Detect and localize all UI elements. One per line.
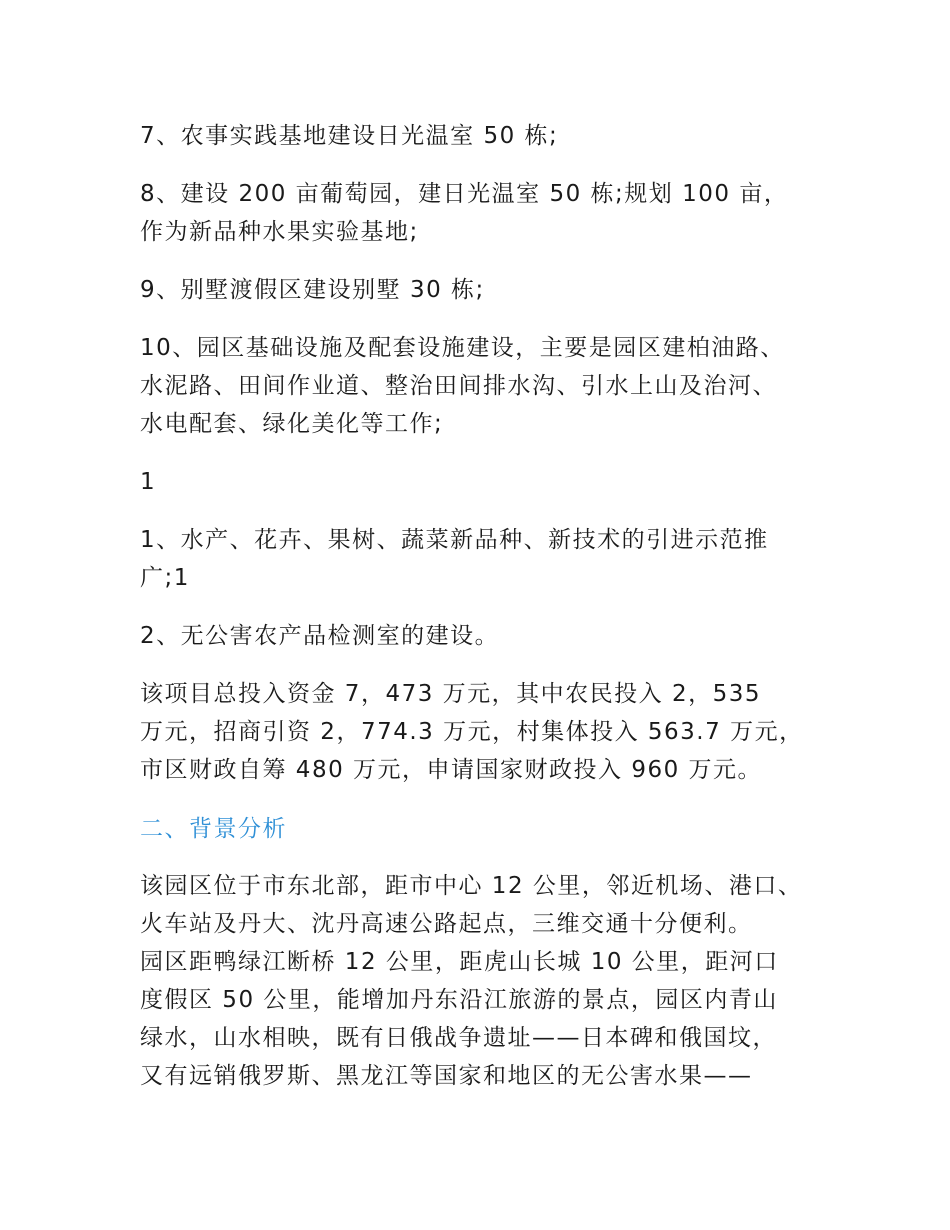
text-line: 广;1 [140, 565, 190, 591]
text-line: 9、别墅渡假区建设别墅 30 栋; [140, 277, 485, 303]
item-number-1 [140, 463, 830, 501]
item-12 [140, 617, 830, 655]
text-line: 又有远销俄罗斯、黑龙江等国家和地区的无公害水果—— [140, 1063, 753, 1089]
investment-paragraph [140, 675, 830, 789]
item-9 [140, 271, 830, 309]
item-10 [140, 329, 830, 443]
text-line: 该项目总投入资金 7，473 万元，其中农民投入 2，535 [140, 681, 761, 707]
text-line: 10、园区基础设施及配套设施建设，主要是园区建柏油路、 [140, 335, 785, 361]
background-paragraph [140, 867, 830, 1095]
text-line: 该园区位于市东北部，距市中心 12 公里，邻近机场、港口、 [140, 873, 803, 899]
item-11 [140, 521, 830, 597]
heading-text: 二、背景分析 [140, 816, 287, 842]
text-line: 1 [140, 469, 157, 495]
text-line: 8、建设 200 亩葡萄园，建日光温室 50 栋;规划 100 亩， [140, 181, 789, 207]
item-7 [140, 117, 830, 155]
text-line: 2、无公害农产品检测室的建设。 [140, 623, 500, 649]
text-line: 1、水产、花卉、果树、蔬菜新品种、新技术的引进示范推 [140, 527, 769, 553]
text-line: 7、农事实践基地建设日光温室 50 栋; [140, 123, 559, 149]
text-line: 作为新品种水果实验基地; [140, 219, 419, 245]
text-line: 万元，招商引资 2，774.3 万元，村集体投入 563.7 万元， [140, 719, 804, 745]
text-line: 火车站及丹大、沈丹高速公路起点，三维交通十分便利。 [140, 911, 753, 937]
text-line: 园区距鸭绿江断桥 12 公里，距虎山长城 10 公里，距河口 [140, 949, 779, 975]
text-line: 市区财政自筹 480 万元，申请国家财政投入 960 万元。 [140, 757, 763, 783]
text-line: 水泥路、田间作业道、整治田间排水沟、引水上山及治河、 [140, 373, 777, 399]
text-line: 度假区 50 公里，能增加丹东沿江旅游的景点，园区内青山 [140, 987, 778, 1013]
section-heading [140, 810, 830, 848]
text-line: 水电配套、绿化美化等工作; [140, 411, 444, 437]
text-line: 绿水，山水相映，既有日俄战争遗址——日本碑和俄国坟， [140, 1025, 777, 1051]
item-8 [140, 175, 830, 251]
